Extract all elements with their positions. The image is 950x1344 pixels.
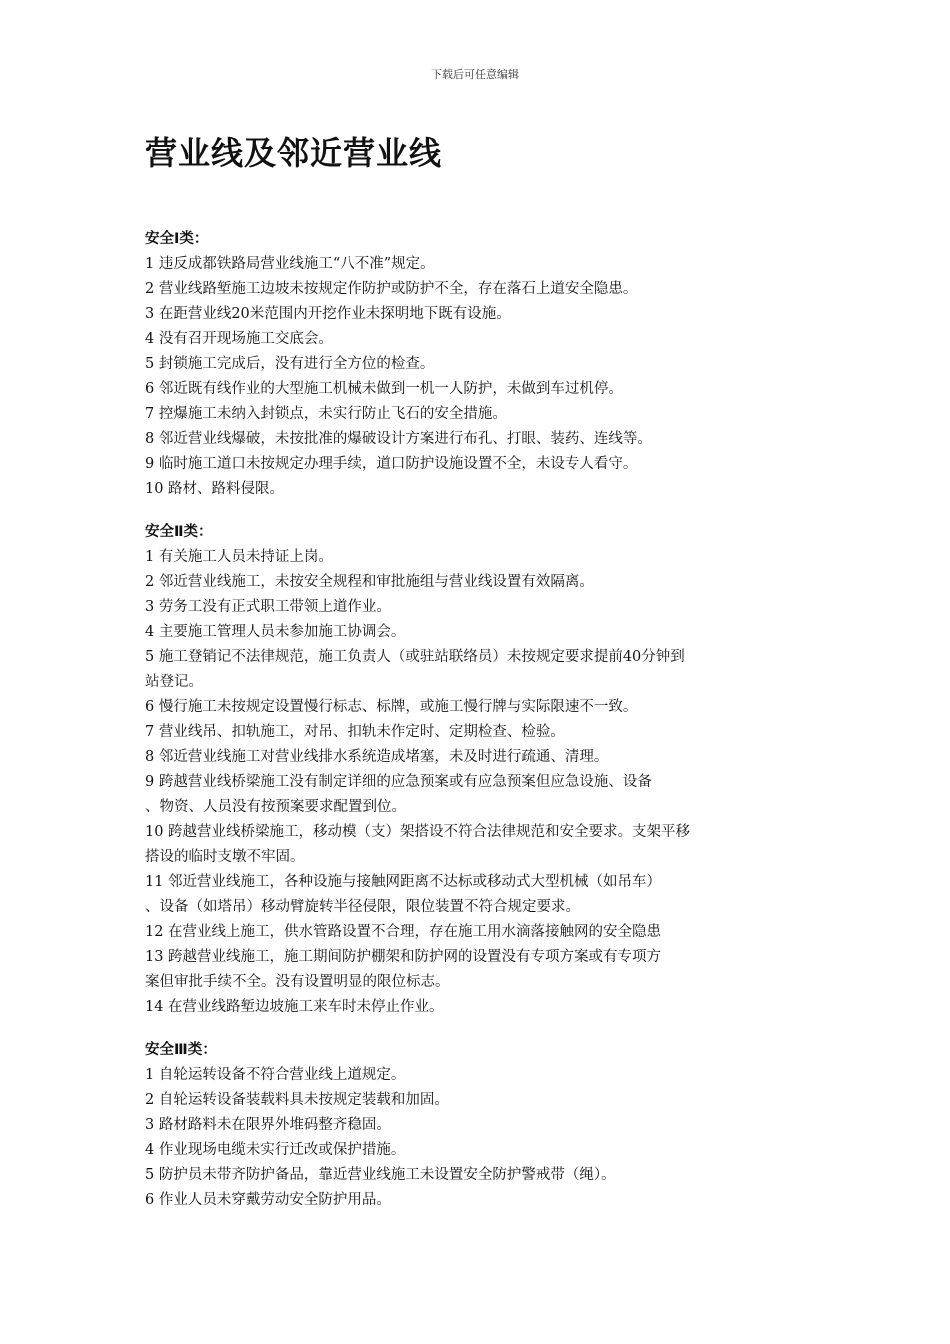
list-item: 、设备（如塔吊）移动臂旋转半径侵限，限位装置不符合规定要求。 — [145, 899, 580, 915]
list-item: 7 控爆施工未纳入封锁点，未实行防止飞石的安全措施。 — [145, 406, 507, 422]
list-item: 案但审批手续不全。没有设置明显的限位标志。 — [145, 974, 450, 990]
section-class-3 — [145, 1038, 785, 1213]
list-item: 2 营业线路堑施工边坡未按规定作防护或防护不全，存在落石上道安全隐患。 — [145, 281, 638, 297]
list-item: 5 施工登销记不法律规范，施工负责人（或驻站联络员）未按规定要求提前40分钟到 — [145, 649, 685, 665]
list-item: 11 邻近营业线施工，各种设施与接触网距离不达标或移动式大型机械（如吊车） — [145, 874, 662, 890]
list-item: 9 临时施工道口未按规定办理手续，道口防护设施设置不全，未设专人看守。 — [145, 456, 638, 472]
list-item: 4 主要施工管理人员未参加施工协调会。 — [145, 624, 406, 640]
list-item: 4 作业现场电缆未实行迁改或保护措施。 — [145, 1142, 406, 1158]
list-item: 1 违反成都铁路局营业线施工“八不准”规定。 — [145, 256, 435, 272]
list-item: 2 自轮运转设备装载料具未按规定装载和加固。 — [145, 1092, 449, 1108]
document-body — [145, 227, 785, 1213]
list-item: 10 跨越营业线桥梁施工，移动模（支）架搭设不符合法律规范和安全要求。支架平移 — [145, 824, 691, 840]
list-item: 12 在营业线上施工，供水管路设置不合理，存在施工用水滴落接触网的安全隐患 — [145, 924, 662, 940]
list-item: 2 邻近营业线施工，未按安全规程和审批施组与营业线设置有效隔离。 — [145, 574, 594, 590]
list-item: 站登记。 — [145, 674, 203, 690]
list-item: 14 在营业线路堑边坡施工来车时未停止作业。 — [145, 999, 444, 1015]
list-item: 3 路材路料未在限界外堆码整齐稳固。 — [145, 1117, 391, 1133]
document-title: 营业线及邻近营业线 — [145, 134, 443, 172]
list-item: 、物资、人员没有按预案要求配置到位。 — [145, 799, 406, 815]
list-item: 5 防护员未带齐防护备品，靠近营业线施工未设置安全防护警戒带（绳）。 — [145, 1167, 616, 1183]
list-item: 7 营业线吊、扣轨施工，对吊、扣轨未作定时、定期检查、检验。 — [145, 724, 565, 740]
section-spacer — [145, 502, 785, 520]
section-heading: 安全Ⅱ类： — [145, 524, 213, 540]
list-item: 6 作业人员未穿戴劳动安全防护用品。 — [145, 1192, 391, 1208]
list-item: 8 邻近营业线爆破，未按批准的爆破设计方案进行布孔、打眼、装药、连线等。 — [145, 431, 652, 447]
section-class-2 — [145, 520, 785, 1020]
list-item: 5 封锁施工完成后，没有进行全方位的检查。 — [145, 356, 435, 372]
list-item: 3 劳务工没有正式职工带领上道作业。 — [145, 599, 391, 615]
list-item: 1 自轮运转设备不符合营业线上道规定。 — [145, 1067, 406, 1083]
page-header: 下载后可任意编辑 — [431, 68, 519, 81]
list-item: 6 邻近既有线作业的大型施工机械未做到一机一人防护，未做到车过机停。 — [145, 381, 623, 397]
section-class-1 — [145, 227, 785, 502]
list-item: 1 有关施工人员未持证上岗。 — [145, 549, 333, 565]
list-item: 4 没有召开现场施工交底会。 — [145, 331, 333, 347]
section-heading: 安全Ⅰ类： — [145, 231, 209, 247]
section-heading: 安全Ⅲ类： — [145, 1042, 217, 1058]
section-spacer — [145, 1020, 785, 1038]
list-item: 9 跨越营业线桥梁施工没有制定详细的应急预案或有应急预案但应急设施、设备 — [145, 774, 652, 790]
list-item: 3 在距营业线20米范围内开挖作业未探明地下既有设施。 — [145, 306, 511, 322]
list-item: 13 跨越营业线施工，施工期间防护棚架和防护网的设置没有专项方案或有专项方 — [145, 949, 662, 965]
list-item: 10 路材、路料侵限。 — [145, 481, 285, 497]
list-item: 6 慢行施工未按规定设置慢行标志、标牌，或施工慢行牌与实际限速不一致。 — [145, 699, 638, 715]
list-item: 搭设的临时支墩不牢固。 — [145, 849, 305, 865]
list-item: 8 邻近营业线施工对营业线排水系统造成堵塞，未及时进行疏通、清理。 — [145, 749, 609, 765]
